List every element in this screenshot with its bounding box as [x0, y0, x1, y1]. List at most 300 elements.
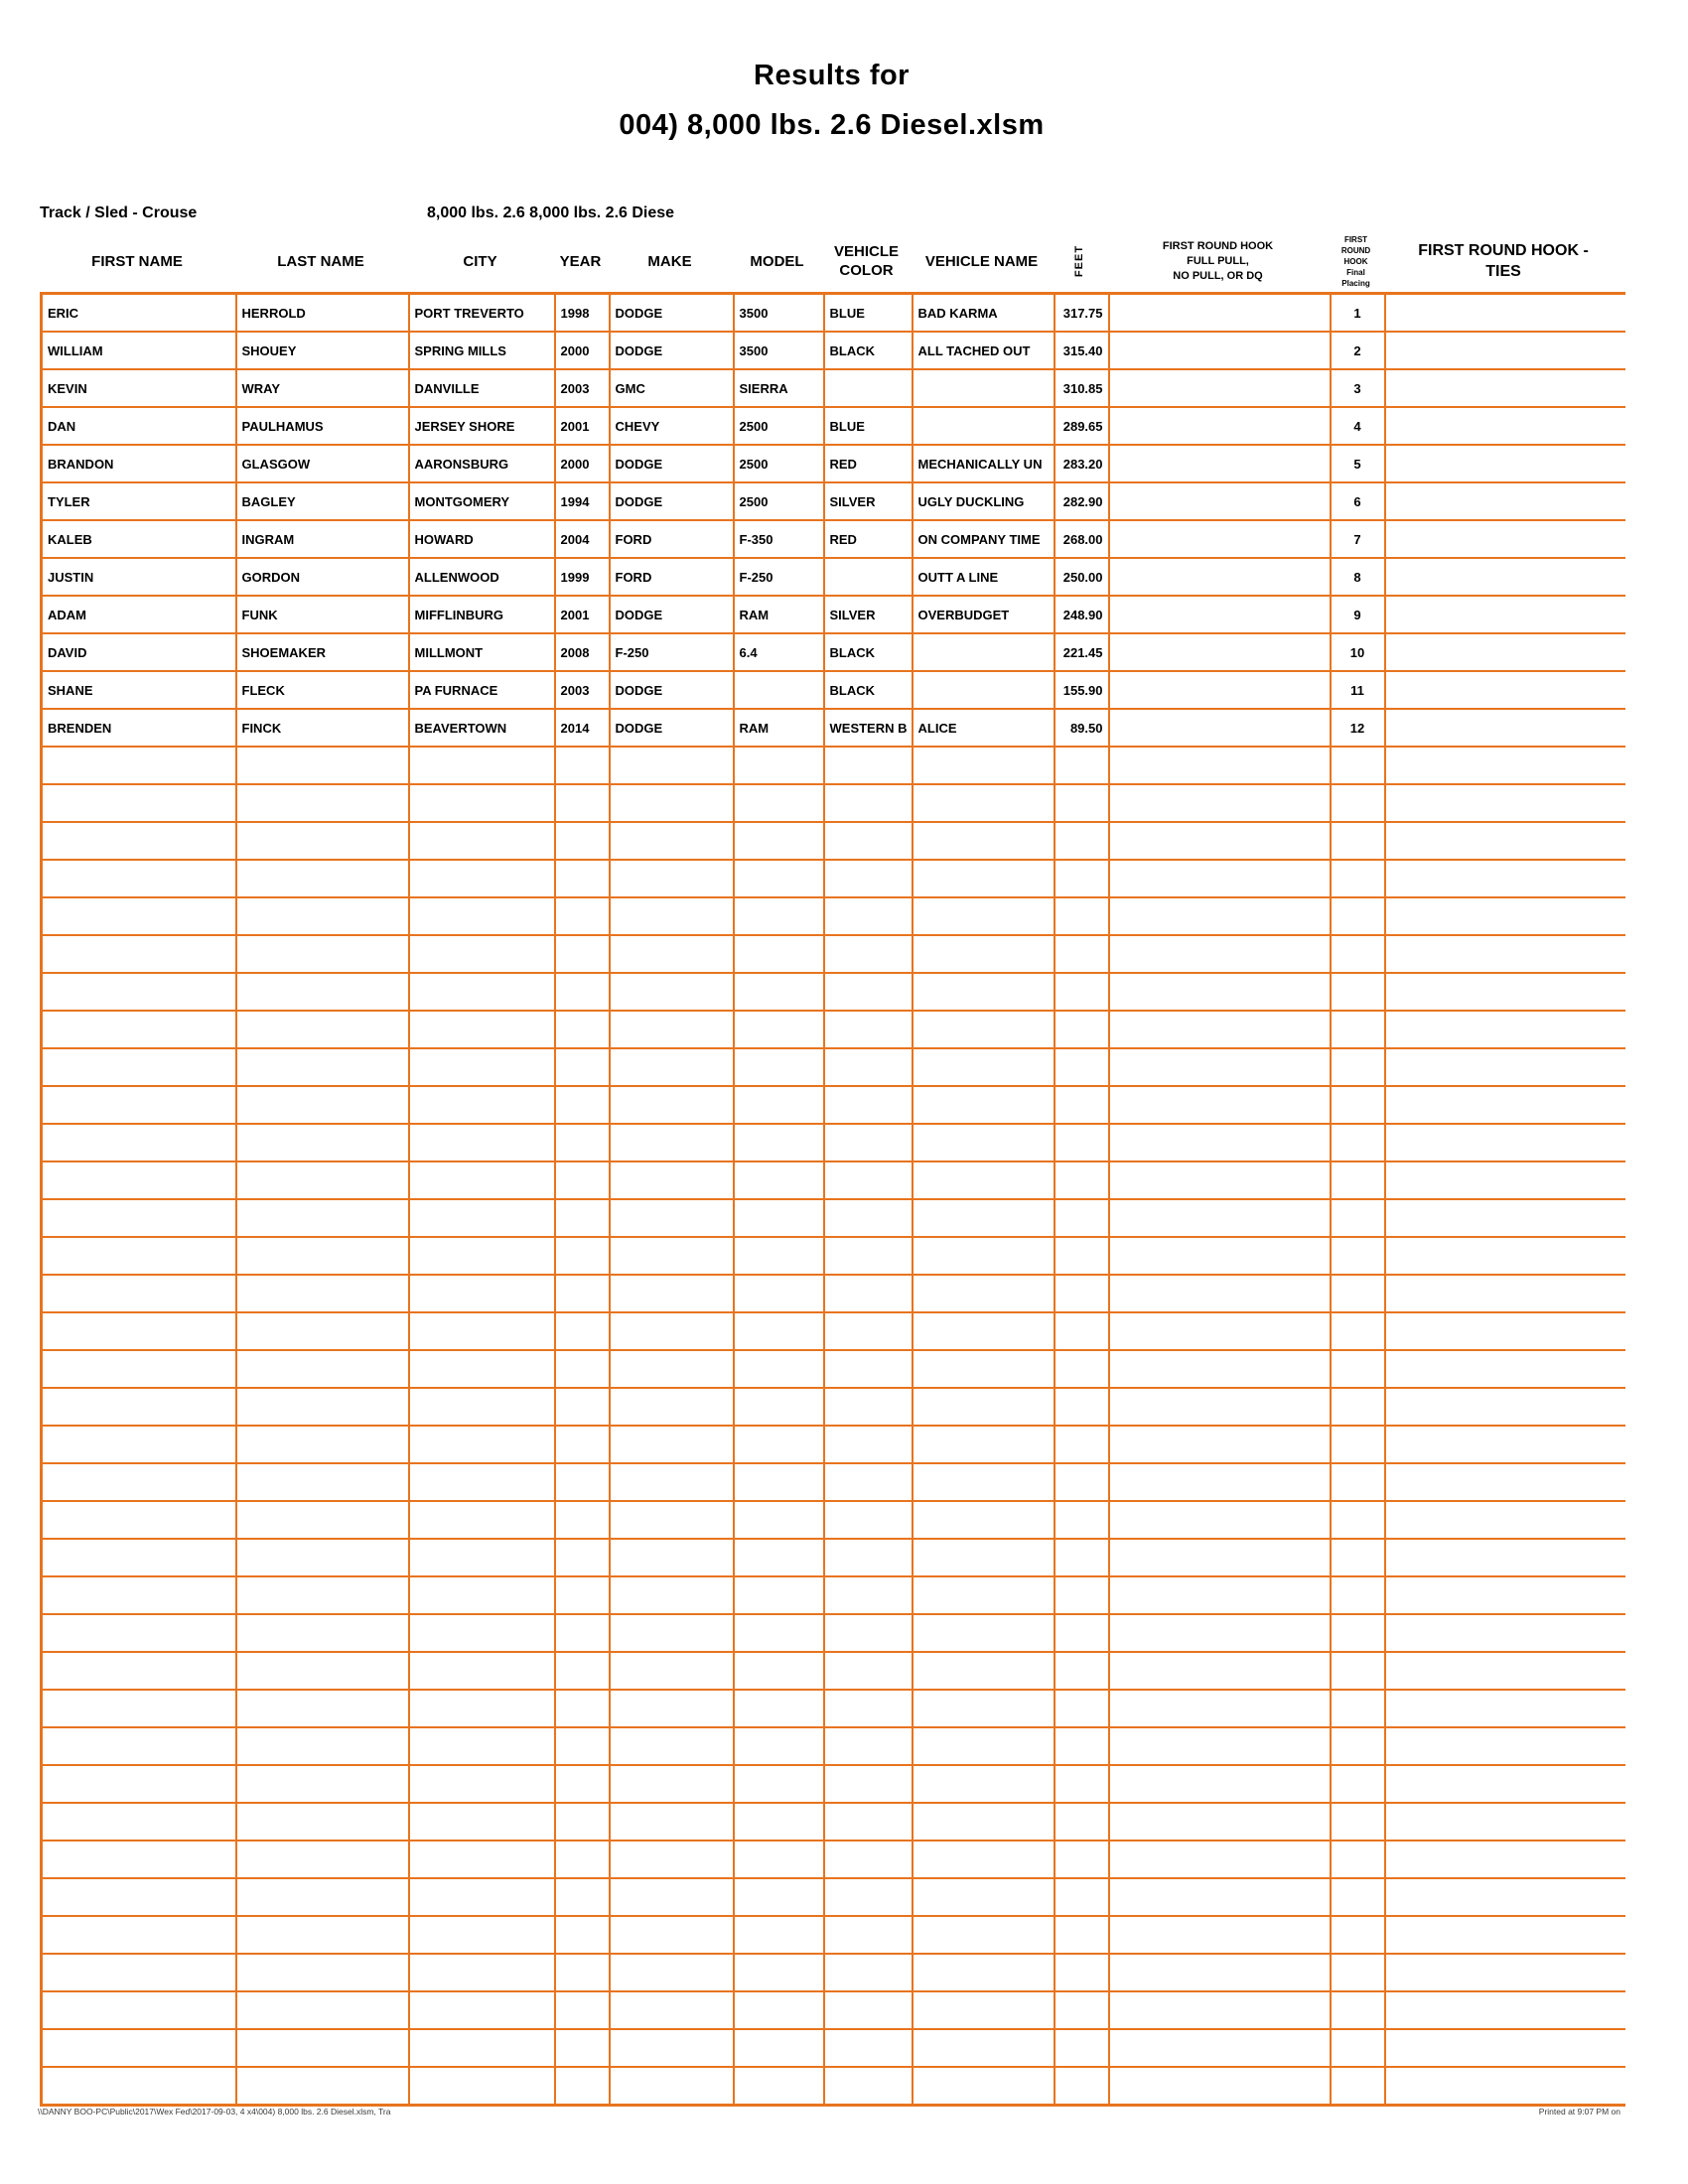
cell-year: [555, 1312, 610, 1350]
cell-last-name: [236, 1803, 409, 1841]
table-row: [42, 633, 1625, 671]
cell-vehicle-color: [824, 2029, 913, 2067]
cell-vehicle-name: [913, 1878, 1055, 1916]
cell-vehicle-color: [824, 1652, 913, 1690]
cell-year: [555, 1199, 610, 1237]
cell-first-round-full-pull: [1109, 1539, 1331, 1576]
cell-feet: [1055, 1048, 1109, 1086]
cell-model: [734, 1727, 824, 1765]
cell-make: [610, 860, 734, 897]
cell-first-round-placing: [1331, 1124, 1385, 1161]
cell-vehicle-name: [913, 1388, 1055, 1426]
cell-first-round-placing: 9: [1331, 596, 1385, 633]
cell-first-round-placing: 11: [1331, 671, 1385, 709]
cell-first-round-full-pull: [1109, 332, 1331, 369]
cell-first-name: [42, 1954, 236, 1991]
cell-last-name: [236, 1991, 409, 2029]
cell-feet: [1055, 747, 1109, 784]
cell-model: [734, 1161, 824, 1199]
header-line: Final: [1346, 267, 1365, 277]
table-row: [42, 407, 1625, 445]
cell-first-round-ties: [1385, 1350, 1625, 1388]
cell-city: [409, 1727, 555, 1765]
cell-make: [610, 1086, 734, 1124]
cell-make: [610, 1690, 734, 1727]
cell-vehicle-color: [824, 1237, 913, 1275]
cell-vehicle-color: [824, 1388, 913, 1426]
cell-vehicle-color: [824, 1350, 913, 1388]
cell-feet: 248.90: [1055, 596, 1109, 633]
cell-year: 2001: [555, 407, 610, 445]
cell-first-round-placing: [1331, 1501, 1385, 1539]
cell-model: [734, 1652, 824, 1690]
cell-vehicle-color: [824, 860, 913, 897]
cell-first-round-placing: [1331, 1991, 1385, 2029]
cell-first-round-ties: [1385, 1991, 1625, 2029]
cell-first-round-full-pull: [1109, 407, 1331, 445]
cell-vehicle-name: [913, 1841, 1055, 1878]
cell-city: [409, 935, 555, 973]
cell-year: [555, 1350, 610, 1388]
cell-city: [409, 2029, 555, 2067]
cell-city: [409, 1275, 555, 1312]
header-line: MAKE: [647, 252, 692, 270]
cell-feet: [1055, 1878, 1109, 1916]
cell-first-round-placing: [1331, 1841, 1385, 1878]
header-line: FULL PULL,: [1187, 254, 1249, 267]
empty-table-row: [42, 1463, 1625, 1501]
cell-model: RAM: [734, 709, 824, 747]
cell-first-name: [42, 1011, 236, 1048]
header-line: LAST NAME: [277, 252, 364, 270]
cell-feet: [1055, 860, 1109, 897]
cell-first-name: [42, 1991, 236, 2029]
cell-year: 2000: [555, 445, 610, 482]
cell-first-round-full-pull: [1109, 1237, 1331, 1275]
cell-model: [734, 1878, 824, 1916]
cell-feet: [1055, 1690, 1109, 1727]
cell-last-name: [236, 1916, 409, 1954]
cell-model: [734, 1275, 824, 1312]
header-line: FIRST ROUND HOOK: [1162, 239, 1274, 252]
cell-first-round-ties: [1385, 1652, 1625, 1690]
cell-first-round-placing: [1331, 1614, 1385, 1652]
cell-model: [734, 935, 824, 973]
table-row: [42, 332, 1625, 369]
cell-first-round-ties: [1385, 1878, 1625, 1916]
cell-first-name: BRENDEN: [42, 709, 236, 747]
cell-first-round-placing: [1331, 897, 1385, 935]
cell-city: DANVILLE: [409, 369, 555, 407]
cell-first-round-ties: [1385, 1841, 1625, 1878]
cell-year: [555, 1765, 610, 1803]
cell-first-name: [42, 1312, 236, 1350]
cell-city: [409, 1501, 555, 1539]
cell-feet: [1055, 1916, 1109, 1954]
cell-make: [610, 1350, 734, 1388]
cell-city: [409, 1614, 555, 1652]
cell-vehicle-color: [824, 897, 913, 935]
column-header-make: [608, 230, 732, 292]
empty-table-row: [42, 1576, 1625, 1614]
cell-vehicle-color: WESTERN B: [824, 709, 913, 747]
cell-feet: [1055, 1388, 1109, 1426]
cell-make: CHEVY: [610, 407, 734, 445]
cell-feet: [1055, 1652, 1109, 1690]
cell-city: [409, 1048, 555, 1086]
cell-first-round-placing: [1331, 1312, 1385, 1350]
cell-first-round-placing: 3: [1331, 369, 1385, 407]
cell-make: [610, 1388, 734, 1426]
cell-model: [734, 1690, 824, 1727]
cell-feet: [1055, 1275, 1109, 1312]
empty-table-row: [42, 1727, 1625, 1765]
cell-first-name: [42, 1501, 236, 1539]
cell-last-name: [236, 1614, 409, 1652]
cell-first-round-full-pull: [1109, 520, 1331, 558]
cell-vehicle-color: [824, 1690, 913, 1727]
cell-first-round-full-pull: [1109, 1426, 1331, 1463]
cell-feet: [1055, 2029, 1109, 2067]
cell-make: [610, 897, 734, 935]
cell-first-name: SHANE: [42, 671, 236, 709]
cell-last-name: HERROLD: [236, 294, 409, 333]
cell-first-round-placing: [1331, 1199, 1385, 1237]
cell-first-round-placing: [1331, 973, 1385, 1011]
cell-vehicle-name: [913, 822, 1055, 860]
cell-model: 3500: [734, 294, 824, 333]
footer-printed-at: Printed at 9:07 PM on: [1538, 2107, 1620, 2116]
cell-year: [555, 1576, 610, 1614]
cell-first-name: [42, 1426, 236, 1463]
column-header-first-round-ties: [1383, 230, 1623, 292]
cell-vehicle-name: [913, 1350, 1055, 1388]
cell-city: [409, 1576, 555, 1614]
table-row: [42, 294, 1625, 333]
cell-year: [555, 1237, 610, 1275]
cell-make: [610, 822, 734, 860]
cell-first-name: [42, 1124, 236, 1161]
cell-make: [610, 1916, 734, 1954]
cell-model: [734, 1011, 824, 1048]
cell-model: [734, 1312, 824, 1350]
cell-last-name: [236, 1124, 409, 1161]
cell-vehicle-name: MECHANICALLY UN: [913, 445, 1055, 482]
empty-table-row: [42, 897, 1625, 935]
cell-last-name: WRAY: [236, 369, 409, 407]
cell-first-name: [42, 860, 236, 897]
cell-model: [734, 1576, 824, 1614]
header-line: TIES: [1485, 263, 1521, 280]
cell-vehicle-color: [824, 1312, 913, 1350]
cell-feet: [1055, 1011, 1109, 1048]
cell-first-round-full-pull: [1109, 784, 1331, 822]
cell-vehicle-name: [913, 1690, 1055, 1727]
cell-feet: [1055, 1803, 1109, 1841]
cell-first-round-full-pull: [1109, 1878, 1331, 1916]
cell-feet: 89.50: [1055, 709, 1109, 747]
cell-year: [555, 1011, 610, 1048]
cell-feet: [1055, 784, 1109, 822]
cell-first-round-ties: [1385, 1161, 1625, 1199]
cell-first-name: DAVID: [42, 633, 236, 671]
cell-first-round-placing: [1331, 1237, 1385, 1275]
header-line: VEHICLE NAME: [924, 252, 1039, 270]
cell-year: [555, 897, 610, 935]
cell-last-name: [236, 1727, 409, 1765]
cell-first-round-placing: 2: [1331, 332, 1385, 369]
cell-vehicle-name: [913, 2067, 1055, 2106]
cell-first-round-full-pull: [1109, 1312, 1331, 1350]
cell-make: FORD: [610, 520, 734, 558]
cell-first-round-full-pull: [1109, 1803, 1331, 1841]
cell-first-round-placing: [1331, 1463, 1385, 1501]
cell-first-round-placing: [1331, 1727, 1385, 1765]
cell-vehicle-name: [913, 1011, 1055, 1048]
cell-vehicle-name: [913, 935, 1055, 973]
cell-vehicle-color: [824, 1727, 913, 1765]
cell-vehicle-name: [913, 747, 1055, 784]
cell-vehicle-color: [824, 558, 913, 596]
cell-model: [734, 1614, 824, 1652]
cell-vehicle-color: [824, 1878, 913, 1916]
cell-first-round-placing: [1331, 1426, 1385, 1463]
cell-first-round-full-pull: [1109, 897, 1331, 935]
cell-city: ALLENWOOD: [409, 558, 555, 596]
cell-first-round-ties: [1385, 1388, 1625, 1426]
cell-city: [409, 1878, 555, 1916]
cell-city: PORT TREVERTO: [409, 294, 555, 333]
cell-feet: [1055, 935, 1109, 973]
cell-vehicle-name: [913, 1991, 1055, 2029]
cell-feet: 315.40: [1055, 332, 1109, 369]
column-header-model: [732, 230, 822, 292]
cell-first-round-ties: [1385, 633, 1625, 671]
cell-first-round-placing: [1331, 784, 1385, 822]
cell-vehicle-color: RED: [824, 445, 913, 482]
cell-city: MONTGOMERY: [409, 482, 555, 520]
cell-city: [409, 1199, 555, 1237]
feet-header-vertical-text: FEET: [1073, 244, 1086, 278]
empty-table-row: [42, 1161, 1625, 1199]
cell-first-round-placing: [1331, 1048, 1385, 1086]
cell-first-round-placing: [1331, 822, 1385, 860]
cell-make: FORD: [610, 558, 734, 596]
header-line: Placing: [1341, 278, 1370, 288]
cell-city: [409, 1765, 555, 1803]
cell-first-name: [42, 1727, 236, 1765]
cell-vehicle-name: [913, 1463, 1055, 1501]
cell-first-round-placing: [1331, 1690, 1385, 1727]
cell-model: 2500: [734, 482, 824, 520]
cell-city: [409, 1350, 555, 1388]
cell-vehicle-color: [824, 1426, 913, 1463]
header-line: FIRST NAME: [91, 252, 183, 270]
cell-first-round-placing: [1331, 1803, 1385, 1841]
empty-table-row: [42, 1275, 1625, 1312]
cell-first-round-placing: [1331, 2067, 1385, 2106]
empty-table-row: [42, 935, 1625, 973]
cell-year: 1998: [555, 294, 610, 333]
cell-vehicle-color: BLUE: [824, 407, 913, 445]
cell-year: [555, 1652, 610, 1690]
cell-first-round-ties: [1385, 520, 1625, 558]
cell-vehicle-color: [824, 1614, 913, 1652]
cell-first-round-placing: [1331, 1275, 1385, 1312]
cell-model: [734, 1803, 824, 1841]
cell-make: [610, 1576, 734, 1614]
cell-model: 2500: [734, 445, 824, 482]
cell-model: [734, 747, 824, 784]
cell-first-round-ties: [1385, 1463, 1625, 1501]
cell-year: [555, 1539, 610, 1576]
cell-model: [734, 1124, 824, 1161]
cell-first-name: JUSTIN: [42, 558, 236, 596]
cell-first-round-full-pull: [1109, 1501, 1331, 1539]
empty-table-row: [42, 1991, 1625, 2029]
cell-vehicle-name: ALICE: [913, 709, 1055, 747]
cell-last-name: [236, 822, 409, 860]
cell-model: [734, 1199, 824, 1237]
empty-table-row: [42, 1388, 1625, 1426]
column-header-vehicle-name: [911, 230, 1053, 292]
cell-make: [610, 1501, 734, 1539]
cell-year: [555, 1690, 610, 1727]
cell-year: [555, 1841, 610, 1878]
cell-make: DODGE: [610, 709, 734, 747]
cell-first-round-ties: [1385, 1312, 1625, 1350]
cell-year: [555, 1954, 610, 1991]
cell-first-name: [42, 2029, 236, 2067]
cell-city: [409, 784, 555, 822]
cell-vehicle-color: SILVER: [824, 596, 913, 633]
cell-first-round-full-pull: [1109, 671, 1331, 709]
empty-table-row: [42, 1011, 1625, 1048]
cell-feet: 317.75: [1055, 294, 1109, 333]
empty-table-row: [42, 1086, 1625, 1124]
header-line: COLOR: [839, 262, 894, 279]
cell-vehicle-color: [824, 1539, 913, 1576]
column-header-last-name: [234, 230, 407, 292]
cell-model: [734, 1350, 824, 1388]
cell-last-name: [236, 2029, 409, 2067]
cell-last-name: [236, 784, 409, 822]
footer-file-path: \\DANNY BOO-PC\Public\2017\Wex Fed\2017-09-03, 4 x4\004) 8,000 lbs. 2.6 Diesel.xlsm, Tra: [38, 2107, 391, 2116]
cell-first-round-ties: [1385, 294, 1625, 333]
cell-first-round-placing: [1331, 1011, 1385, 1048]
cell-make: DODGE: [610, 671, 734, 709]
cell-feet: [1055, 1954, 1109, 1991]
cell-last-name: [236, 1237, 409, 1275]
cell-first-round-ties: [1385, 1237, 1625, 1275]
cell-make: [610, 747, 734, 784]
cell-feet: 268.00: [1055, 520, 1109, 558]
empty-table-row: [42, 747, 1625, 784]
cell-model: [734, 784, 824, 822]
cell-first-name: [42, 1539, 236, 1576]
cell-first-name: TYLER: [42, 482, 236, 520]
cell-year: [555, 1048, 610, 1086]
cell-first-round-ties: [1385, 935, 1625, 973]
cell-first-round-placing: 7: [1331, 520, 1385, 558]
cell-year: [555, 2029, 610, 2067]
cell-year: 2000: [555, 332, 610, 369]
cell-year: [555, 822, 610, 860]
cell-last-name: [236, 1652, 409, 1690]
cell-vehicle-name: [913, 1727, 1055, 1765]
cell-vehicle-name: UGLY DUCKLING: [913, 482, 1055, 520]
cell-last-name: GLASGOW: [236, 445, 409, 482]
cell-year: [555, 1086, 610, 1124]
cell-year: 2001: [555, 596, 610, 633]
cell-first-name: [42, 1388, 236, 1426]
cell-model: [734, 1954, 824, 1991]
cell-first-round-placing: [1331, 1878, 1385, 1916]
cell-vehicle-color: [824, 747, 913, 784]
cell-vehicle-name: [913, 1161, 1055, 1199]
cell-first-round-ties: [1385, 558, 1625, 596]
cell-first-round-full-pull: [1109, 1463, 1331, 1501]
cell-first-round-full-pull: [1109, 1275, 1331, 1312]
cell-first-round-ties: [1385, 860, 1625, 897]
cell-last-name: [236, 1312, 409, 1350]
cell-first-round-full-pull: [1109, 2067, 1331, 2106]
cell-first-name: [42, 1199, 236, 1237]
cell-first-round-ties: [1385, 1690, 1625, 1727]
cell-vehicle-color: [824, 1086, 913, 1124]
cell-last-name: [236, 1161, 409, 1199]
cell-make: [610, 1539, 734, 1576]
cell-year: [555, 2067, 610, 2106]
cell-feet: 289.65: [1055, 407, 1109, 445]
cell-last-name: FUNK: [236, 596, 409, 633]
cell-vehicle-color: SILVER: [824, 482, 913, 520]
cell-first-round-full-pull: [1109, 1954, 1331, 1991]
table-row: [42, 445, 1625, 482]
cell-last-name: PAULHAMUS: [236, 407, 409, 445]
cell-last-name: [236, 1350, 409, 1388]
cell-vehicle-color: BLACK: [824, 332, 913, 369]
column-header-first-name: [40, 230, 234, 292]
empty-table-row: [42, 1199, 1625, 1237]
cell-make: [610, 1991, 734, 2029]
cell-first-name: DAN: [42, 407, 236, 445]
cell-vehicle-color: RED: [824, 520, 913, 558]
cell-vehicle-color: [824, 1501, 913, 1539]
cell-last-name: [236, 747, 409, 784]
cell-make: [610, 1048, 734, 1086]
class-label: 8,000 lbs. 2.6 8,000 lbs. 2.6 Diese: [427, 205, 675, 221]
cell-year: 2003: [555, 369, 610, 407]
cell-first-round-full-pull: [1109, 482, 1331, 520]
cell-first-name: [42, 784, 236, 822]
cell-first-round-ties: [1385, 822, 1625, 860]
cell-first-name: [42, 1576, 236, 1614]
cell-first-round-placing: 8: [1331, 558, 1385, 596]
cell-first-name: [42, 1086, 236, 1124]
column-header-feet: [1053, 230, 1107, 292]
cell-make: DODGE: [610, 596, 734, 633]
cell-city: [409, 1916, 555, 1954]
cell-year: [555, 1161, 610, 1199]
cell-first-round-ties: [1385, 407, 1625, 445]
cell-vehicle-name: [913, 1576, 1055, 1614]
cell-first-round-full-pull: [1109, 822, 1331, 860]
cell-first-round-full-pull: [1109, 1841, 1331, 1878]
cell-city: HOWARD: [409, 520, 555, 558]
cell-last-name: FLECK: [236, 671, 409, 709]
cell-first-round-ties: [1385, 1765, 1625, 1803]
